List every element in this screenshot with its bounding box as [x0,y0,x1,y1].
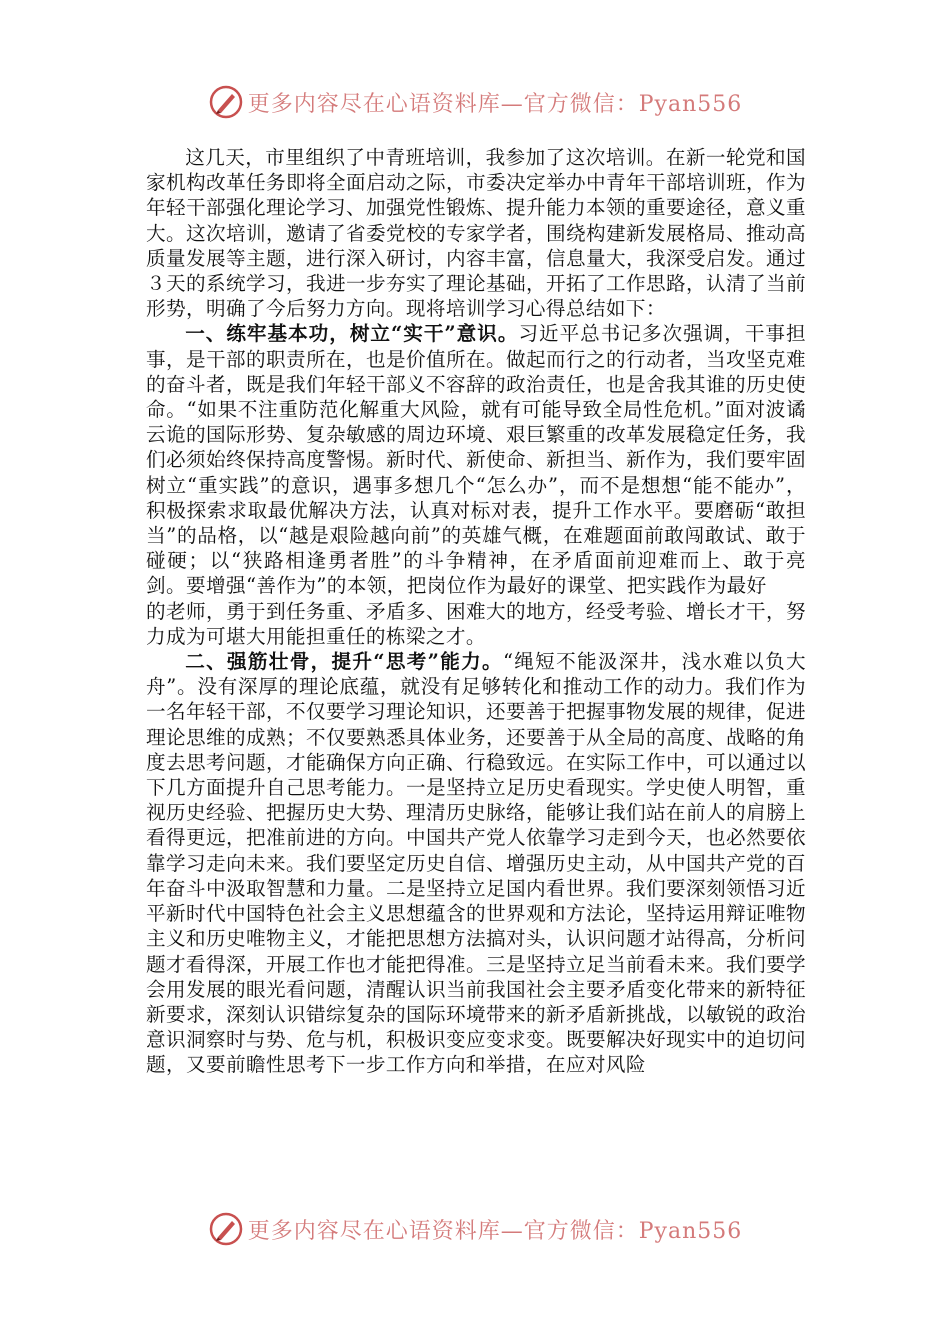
document-body [146,145,806,1078]
section-one-continuation: 的老师，勇于到任务重、矛盾多、困难大的地方，经受考验、增长才干，努力成为可堪大用能担重任的栋梁之才。 [146,599,806,648]
watermark-text: 更多内容尽在心语资料库—官方微信：Pyan556 [247,91,743,117]
intro-paragraph: 这几天，市里组织了中青班培训，我参加了这次培训。在新一轮党和国家机构改革任务即将全面启动之际，市委决定举办中青年干部培训班，作为年轻干部强化理论学习、加强党性锻炼、提升能力本领的重要途径，意义重大。这次培训，邀请了省委党校的专家学者，围绕构建新发展格局、推动高质量发展等主题，进行深入研讨，内容丰富，信息量大，我深受启发。通过３天的系统学习，我进一步夯实了理论基础，开拓了工作思路，认清了当前形势，明确了今后努力方向。现将培训学习心得总结如下： [146,146,806,321]
section-two-body: “绳短不能汲深井，浅水难以负大舟”。没有深厚的理论底蕴，就没有足够转化和推动工作的动力。我们作为一名年轻干部，不仅要学习理论知识，还要善于把握事物发展的规律，促进理论思维的成熟；不仅要熟悉具体业务，还要善于从全局的高度、战略的角度去思考问题，才能确保方向正确、行稳致远。在实际工作中，可以通过以下几方面提升自己思考能力。一是坚持立足历史看现实。学史使人明智，重视历史经验、把握历史大势、理清历史脉络，能够让我们站在前人的肩膀上看得更远，把准前进的方向。中国共产党人依靠学习走到今天，也必然要依靠学习走向未来。我们要坚定历史自信、增强历史主动，从中国共产党的百年奋斗中汲取智慧和力量。二是坚持立足国内看世界。我们要深刻领悟习近平新时代中国特色社会主义思想蕴含的世界观和方法论，坚持运用辩证唯物主义和历史唯物主义，才能把思想方法搞对头，认识问题才站得高，分析问题才看得深，开展工作也才能把得准。三是坚持立足当前看未来。我们要学会用发展的眼光看问题，清醒认识当前我国社会主要矛盾变化带来的新特征新要求，深刻认识错综复杂的国际环境带来的新矛盾新挑战，以敏锐的政治意识洞察时与势、危与机，积极识变应变求变。既要解决好现实中的迫切问题，又要前瞻性思考下一步工作方向和举措，在应对风险 [146,650,806,1077]
section-one-body: 习近平总书记多次强调，干事担事，是干部的职责所在，也是价值所在。做起而行之的行动者，当攻坚克难的奋斗者，既是我们年轻干部义不容辞的政治责任，也是舍我其谁的历史使命。“如果不注重防范化解重大风险，就有可能导致全局性危机。”面对波谲云诡的国际形势、复杂敏感的周边环境、艰巨繁重的改革发展稳定任务，我们必须始终保持高度警惕。新时代、新使命、新担当、新作为，我们要牢固树立“重实践”的意识，遇事多想几个“怎么办”，而不是想想“能不能办”，积极探索求取最优解决方法，认真对标对表，提升工作水平。要磨砺“敢担当”的品格，以“越是艰险越向前”的英雄气概，在难题面前敢闯敢试、敢于碰硬；以“狭路相逢勇者胜”的斗争精神，在矛盾面前迎难而上、敢于亮剑。要增强“善作为”的本领，把岗位作为最好的课堂、把实践作为最好 [146,322,806,598]
section-two-paragraph [146,649,806,1077]
watermark-header [0,82,950,122]
watermark-text: 更多内容尽在心语资料库—官方微信：Pyan556 [247,1218,743,1244]
pen-logo-icon [208,1211,244,1247]
watermark-footer [0,1209,950,1249]
section-one-heading: 一、练牢基本功，树立“实干”意识。 [185,322,519,346]
pen-logo-icon [208,84,244,120]
section-one-paragraph [146,321,806,598]
section-two-heading: 二、强筋壮骨，提升“思考”能力。 [185,650,503,674]
